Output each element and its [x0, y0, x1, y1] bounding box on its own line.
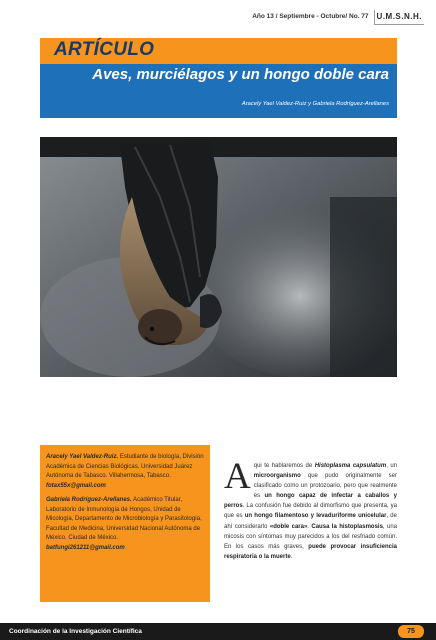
page-header	[252, 10, 424, 24]
author2-email[interactable]: batfungi261211@gmail.com	[46, 544, 125, 551]
author2-name: Gabriela Rodríguez-Arellanes.	[46, 497, 132, 503]
body-bold-4: «doble cara»	[269, 523, 308, 530]
university-label: U.M.S.N.H.	[374, 10, 424, 25]
author2-bio	[46, 496, 204, 553]
article-title: Aves, murciélagos y un hongo doble cara	[92, 66, 389, 83]
body-bold-6: puede provocar insuficiencia respiratoria o la muerte	[224, 543, 398, 560]
body-bold-5: Causa la histoplasmosis	[311, 523, 383, 530]
footer-label: Coordinación de la Investigación Científica	[9, 628, 142, 635]
bat-photo	[40, 137, 397, 377]
article-title-block	[40, 38, 397, 118]
issue-info: Año 13 / Septiembre - Octubre/ No. 77	[252, 13, 369, 20]
body-bold-2: un hongo capaz de infectar a caballos y perros	[224, 493, 397, 510]
article-authors: Aracely Yael Valdez-Ruiz y Gabriela Rodríguez-Arellanes	[241, 101, 389, 107]
body-bold-1: microorganismo	[253, 473, 301, 480]
page-number: 75	[398, 625, 424, 638]
body-text-3: que pudo originalmente ser clasificado como un protozoario, pero que realmente es	[253, 473, 397, 500]
author1-description: Estudiante de biología, División Académica de Ciencias Biológicas, Universidad Juárez Autónoma de Tabasco. Villahermosa, Tabasco.	[46, 454, 204, 479]
article-body	[224, 456, 398, 562]
body-text-7: , una micosis con síntomas muy parecidos a los del resfriado común. En los casos más graves,	[224, 523, 398, 550]
body-text-8: .	[290, 553, 293, 560]
body-text-4: . La confusión fue debido al dimorfismo que presenta, ya que es	[224, 503, 397, 520]
body-text-2: , un	[386, 463, 398, 469]
author2-description: Académico Titular, Laboratorio de Inmunología de Hongos, Unidad de Micología, Departamento de Microbiología y Parasitología, Facultad de Medicina, Universidad Nacional Autónoma de México. Ciudad de México.	[46, 497, 202, 541]
species-name: Histoplasma capsulatum	[314, 463, 387, 469]
author1-bio	[46, 453, 204, 491]
drop-cap: A	[224, 456, 251, 497]
section-kicker: ARTÍCULO	[54, 39, 155, 60]
page-footer	[0, 623, 436, 640]
author-bio-box	[40, 445, 210, 602]
body-text-5: , de ahí considerarlo	[224, 513, 397, 530]
body-bold-3: un hongo filamentoso y levaduriforme unicelular	[244, 513, 387, 520]
author1-name: Aracely Yael Valdez-Ruiz.	[46, 454, 119, 460]
body-text-6: .	[307, 523, 312, 530]
body-text-1: qui te hablaremos de	[253, 463, 315, 469]
author1-email[interactable]: fotax55x@gmail.com	[46, 482, 106, 489]
